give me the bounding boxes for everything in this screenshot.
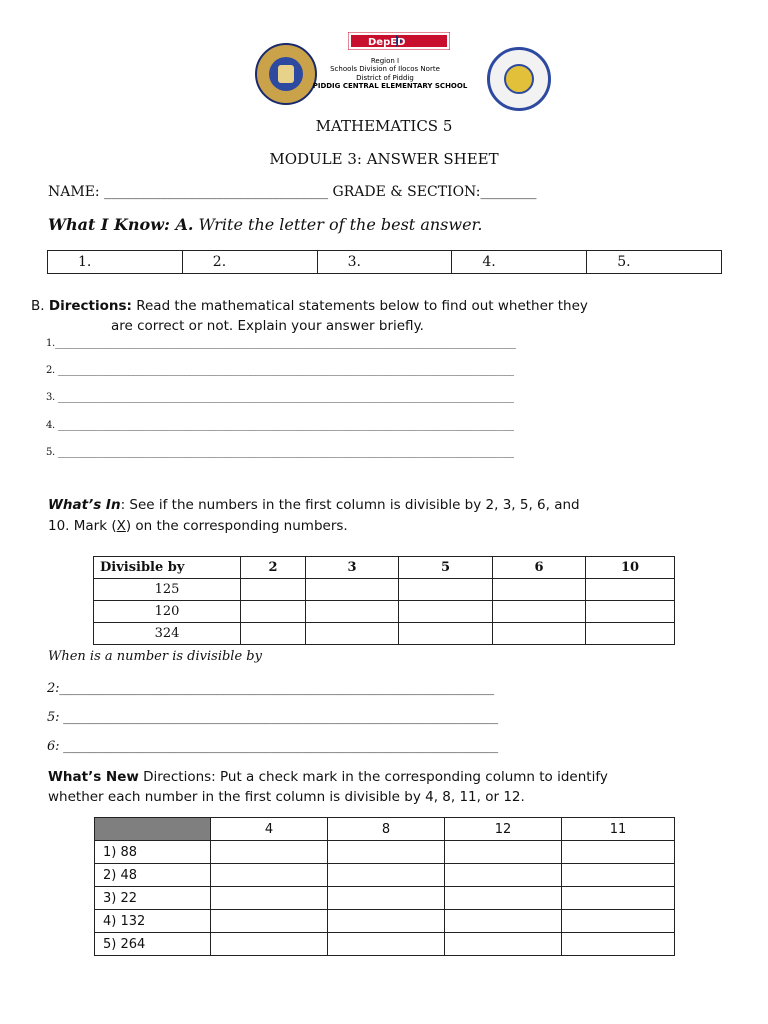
answer-cell[interactable] xyxy=(399,601,493,623)
check-cell[interactable] xyxy=(562,841,675,864)
answer-cell[interactable] xyxy=(306,601,399,623)
answer-cell[interactable] xyxy=(586,623,675,645)
check-cell[interactable] xyxy=(445,864,562,887)
header-school: PIDDIG CENTRAL ELEMENTARY SCHOOL xyxy=(312,82,468,90)
row-label: 5) 264 xyxy=(95,933,211,956)
whats-in-text3: ) on the corresponding numbers. xyxy=(125,518,348,534)
answer-cell[interactable]: 5. xyxy=(587,251,722,274)
divisibility-table xyxy=(93,556,675,645)
answer-cell[interactable]: 2. xyxy=(182,251,317,274)
part-b-directions xyxy=(31,296,731,336)
check-cell[interactable] xyxy=(328,864,445,887)
check-cell[interactable] xyxy=(211,864,328,887)
answer-cell[interactable] xyxy=(306,623,399,645)
row-label: 324 xyxy=(94,623,241,645)
answer-cell[interactable] xyxy=(241,579,306,601)
table-row xyxy=(95,933,675,956)
table-header: 5 xyxy=(399,557,493,579)
table-row xyxy=(95,864,675,887)
answer-line[interactable]: 4. _________________________________________________________________________________________________ xyxy=(46,420,514,431)
table-row xyxy=(95,841,675,864)
answer-cell[interactable] xyxy=(586,601,675,623)
answer-line[interactable]: 2:_____________________________________________________________________ xyxy=(47,681,494,696)
check-cell[interactable] xyxy=(328,910,445,933)
table-header: 8 xyxy=(328,818,445,841)
answer-cell[interactable] xyxy=(493,579,586,601)
table-header: 11 xyxy=(562,818,675,841)
whats-in-label: What’s In xyxy=(48,497,121,513)
answer-cell[interactable] xyxy=(586,579,675,601)
answer-table xyxy=(47,250,722,274)
whats-in-mark: X xyxy=(116,518,126,534)
whats-new-text2: whether each number in the first column is divisible by 4, 8, 11, or 12. xyxy=(48,789,525,805)
table-corner-cell xyxy=(95,818,211,841)
check-cell[interactable] xyxy=(328,887,445,910)
part-b-prefix: B. xyxy=(31,298,45,314)
check-table xyxy=(94,817,675,956)
check-cell[interactable] xyxy=(211,910,328,933)
table-row xyxy=(94,579,675,601)
subject-title: MATHEMATICS 5 xyxy=(315,117,453,135)
check-cell[interactable] xyxy=(562,910,675,933)
answer-cell[interactable] xyxy=(306,579,399,601)
answer-line[interactable]: 5. _________________________________________________________________________________________________ xyxy=(46,447,514,458)
answer-cell[interactable] xyxy=(399,623,493,645)
answer-line[interactable]: 2. _________________________________________________________________________________________________ xyxy=(46,365,514,376)
table-header: 12 xyxy=(445,818,562,841)
row-label: 2) 48 xyxy=(95,864,211,887)
answer-cell[interactable] xyxy=(493,623,586,645)
answer-cell[interactable] xyxy=(493,601,586,623)
table-row xyxy=(94,623,675,645)
answer-line[interactable]: 6: _____________________________________________________________________ xyxy=(47,739,498,754)
table-header-row xyxy=(95,818,675,841)
check-cell[interactable] xyxy=(562,864,675,887)
header-division: Schools Division of Ilocos Norte xyxy=(330,65,440,73)
answer-cell[interactable]: 3. xyxy=(317,251,452,274)
answer-cell[interactable] xyxy=(241,623,306,645)
check-cell[interactable] xyxy=(328,841,445,864)
row-label: 3) 22 xyxy=(95,887,211,910)
row-label: 1) 88 xyxy=(95,841,211,864)
check-cell[interactable] xyxy=(211,887,328,910)
check-cell[interactable] xyxy=(445,841,562,864)
answer-line[interactable]: 5: _____________________________________________________________________ xyxy=(47,710,498,725)
part-b-text: Read the mathematical statements below to find out whether they xyxy=(131,298,588,314)
table-row xyxy=(94,601,675,623)
answer-cell[interactable] xyxy=(399,579,493,601)
what-i-know-heading xyxy=(48,215,483,234)
row-label: 120 xyxy=(94,601,241,623)
part-b-continuation: are correct or not. Explain your answer briefly. xyxy=(111,318,424,334)
answer-cell[interactable]: 1. xyxy=(48,251,183,274)
header-region: Region I xyxy=(370,57,400,65)
answer-cell[interactable]: 4. xyxy=(452,251,587,274)
check-cell[interactable] xyxy=(328,933,445,956)
check-cell[interactable] xyxy=(562,933,675,956)
check-cell[interactable] xyxy=(211,841,328,864)
table-header: 6 xyxy=(493,557,586,579)
school-seal-logo xyxy=(487,47,551,111)
name-grade-section-line: NAME: ________________________________ GRADE & SECTION:________ xyxy=(48,184,537,200)
whats-new-text: Directions: Put a check mark in the corresponding column to identify xyxy=(138,769,608,785)
table-header: 4 xyxy=(211,818,328,841)
whats-in-text: : See if the numbers in the first column is divisible by 2, 3, 5, 6, and xyxy=(120,497,580,513)
divisibility-question: When is a number is divisible by xyxy=(48,649,262,664)
module-title: MODULE 3: ANSWER SHEET xyxy=(269,150,499,168)
answer-cell[interactable] xyxy=(241,601,306,623)
row-label: 4) 132 xyxy=(95,910,211,933)
deped-logo xyxy=(348,32,450,50)
whats-in-text2: 10. Mark ( xyxy=(48,518,117,534)
header-district: District of Piddig xyxy=(356,74,414,82)
table-header: 3 xyxy=(306,557,399,579)
table-header: Divisible by xyxy=(94,557,241,579)
deped-logo-text: DepED xyxy=(368,37,406,48)
whats-in-directions xyxy=(48,495,728,537)
check-cell[interactable] xyxy=(562,887,675,910)
check-cell[interactable] xyxy=(445,933,562,956)
row-label: 125 xyxy=(94,579,241,601)
table-row xyxy=(95,910,675,933)
check-cell[interactable] xyxy=(211,933,328,956)
whats-new-directions xyxy=(48,767,748,807)
what-i-know-instruction: Write the letter of the best answer. xyxy=(198,215,483,234)
table-header-row xyxy=(94,557,675,579)
table-header: 10 xyxy=(586,557,675,579)
what-i-know-label: What I Know: A. xyxy=(48,215,194,234)
table-row xyxy=(95,887,675,910)
answer-line[interactable]: 1.__________________________________________________________________________________________________ xyxy=(46,338,516,349)
check-cell[interactable] xyxy=(445,887,562,910)
check-cell[interactable] xyxy=(445,910,562,933)
answer-line[interactable]: 3. _________________________________________________________________________________________________ xyxy=(46,392,514,403)
table-header: 2 xyxy=(241,557,306,579)
whats-new-label: What’s New xyxy=(48,769,139,785)
part-b-label: Directions: xyxy=(48,298,132,314)
